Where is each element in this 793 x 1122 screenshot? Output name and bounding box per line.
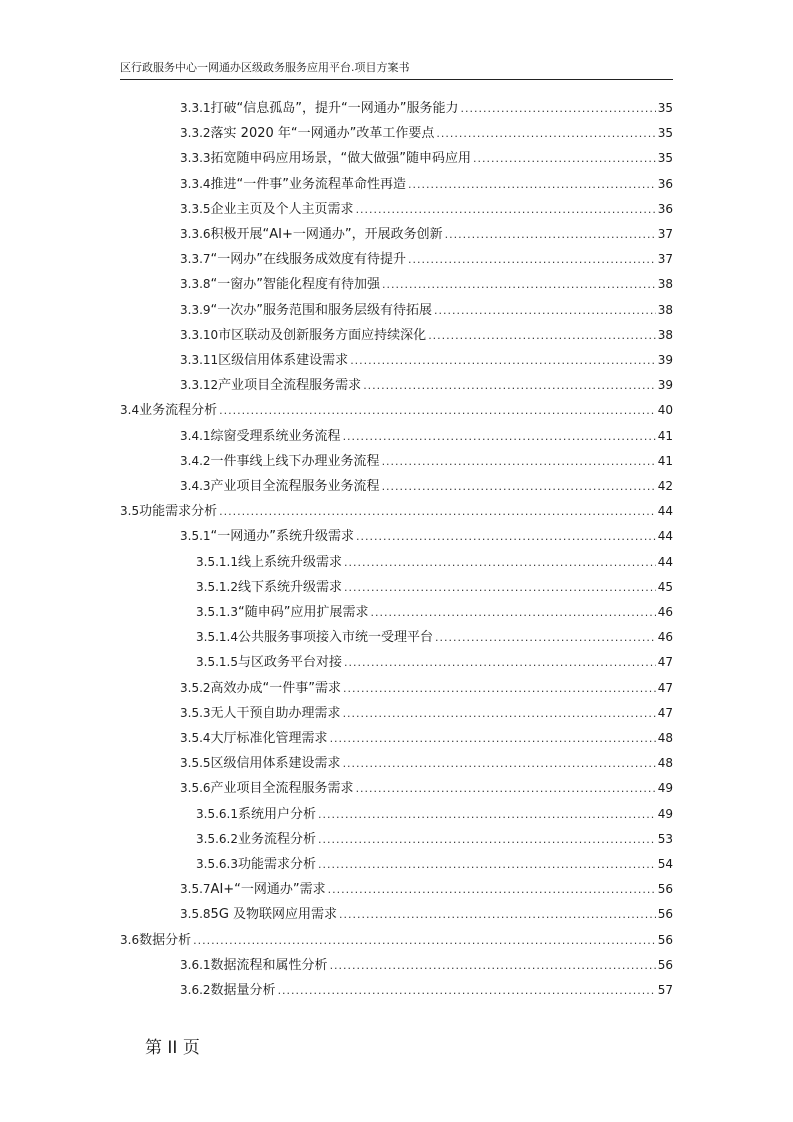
toc-entry-title: 产业项目全流程服务需求 xyxy=(210,781,354,797)
toc-entry[interactable] xyxy=(180,778,673,798)
toc-entry-number: 3.3.9 xyxy=(180,302,211,317)
toc-entry-page: 44 xyxy=(657,529,673,544)
toc-entry-title: 综窗受理系统业务流程 xyxy=(210,428,341,444)
toc-entry[interactable] xyxy=(180,728,673,748)
toc-dot-leader xyxy=(428,326,656,346)
toc-dot-leader xyxy=(382,452,656,472)
toc-dot-leader xyxy=(434,301,656,321)
toc-entry-number: 3.5.1.5 xyxy=(196,655,238,670)
toc-entry-page: 49 xyxy=(657,806,673,821)
toc-entry-page: 39 xyxy=(657,378,673,393)
toc-entry[interactable] xyxy=(180,350,673,370)
toc-dot-leader xyxy=(344,653,656,673)
toc-dot-leader xyxy=(278,981,656,1001)
toc-entry-title: 市区联动及创新服务方面应持续深化 xyxy=(218,327,427,343)
toc-entry-number: 3.6.2 xyxy=(180,983,211,997)
toc-entry-title: 线下系统升级需求 xyxy=(237,579,342,595)
toc-entry-title: AI+“一网通办”需求 xyxy=(210,882,326,898)
toc-entry-page: 39 xyxy=(657,353,673,367)
toc-entry[interactable] xyxy=(196,854,673,874)
toc-dot-leader xyxy=(408,175,656,195)
toc-entry-number: 3.5.1.1 xyxy=(196,554,238,569)
toc-entry-number: 3.3.2 xyxy=(180,126,211,141)
toc-entry-title: 功能需求分析 xyxy=(139,504,218,520)
toc-entry[interactable] xyxy=(196,602,673,622)
toc-entry-title: “一次办”服务范围和服务层级有待拓展 xyxy=(210,302,433,318)
toc-entry[interactable] xyxy=(180,476,673,496)
toc-entry-title: 无人干预自助办理需求 xyxy=(210,705,341,721)
toc-entry-number: 3.3.7 xyxy=(180,252,211,267)
toc-entry[interactable] xyxy=(196,829,673,849)
toc-entry-title: 数据分析 xyxy=(139,932,192,948)
running-header xyxy=(120,59,673,80)
toc-entry-title: 业务流程分析 xyxy=(139,403,218,419)
toc-entry-title: 落实 2020 年“一网通办”改革工作要点 xyxy=(210,126,435,142)
toc-entry-page: 36 xyxy=(657,201,673,216)
toc-entry-title: 一件事线上线下办理业务流程 xyxy=(210,453,380,469)
toc-entry[interactable] xyxy=(180,955,673,975)
toc-entry-number: 3.4 xyxy=(120,403,140,418)
toc-entry-page: 44 xyxy=(657,504,673,519)
toc-entry-title: “一网办”在线服务成效度有待提升 xyxy=(210,252,407,268)
toc-entry-title: “一网通办”系统升级需求 xyxy=(210,529,355,545)
toc-entry-page: 48 xyxy=(657,731,673,745)
toc-entry-title: 与区政务平台对接 xyxy=(237,655,342,671)
toc-entry[interactable] xyxy=(180,753,673,773)
toc-entry-title: 5G 及物联网应用需求 xyxy=(210,907,338,923)
toc-dot-leader xyxy=(344,553,656,573)
toc-entry-number: 3.5.4 xyxy=(180,731,211,745)
toc-entry-number: 3.5.1.3 xyxy=(196,605,238,619)
toc-entry-title: “一窗办”智能化程度有待加强 xyxy=(210,277,381,293)
toc-dot-leader xyxy=(328,880,656,900)
toc-entry-page: 41 xyxy=(657,428,673,443)
toc-entry-page: 35 xyxy=(657,151,673,166)
toc-entry-number: 3.3.6 xyxy=(180,227,211,241)
toc-entry[interactable] xyxy=(180,123,673,143)
toc-entry-title: 区级信用体系建设需求 xyxy=(210,756,341,772)
toc-entry-number: 3.3.3 xyxy=(180,151,211,166)
toc-dot-leader xyxy=(193,931,656,951)
toc-entry-number: 3.5.6 xyxy=(180,781,211,796)
toc-entry[interactable] xyxy=(196,804,673,824)
toc-entry-number: 3.5.1.2 xyxy=(196,579,238,594)
toc-entry-title: 功能需求分析 xyxy=(237,857,316,872)
toc-dot-leader xyxy=(219,502,656,522)
toc-entry-page: 40 xyxy=(657,403,673,418)
toc-entry-page: 44 xyxy=(657,554,673,569)
toc-entry-title: 产业项目全流程服务业务流程 xyxy=(210,479,380,494)
toc-entry-page: 42 xyxy=(657,479,673,493)
header-title: 区行政服务中心一网通办区级政务服务应用平台.项目方案书 xyxy=(120,61,410,74)
toc-entry[interactable] xyxy=(180,224,673,244)
toc-entry-title: 区级信用体系建设需求 xyxy=(218,353,349,368)
toc-entry-page: 36 xyxy=(657,176,673,191)
toc-entry[interactable] xyxy=(196,552,673,572)
toc-entry-title: 积极开展“AI+一网通办”，开展政务创新 xyxy=(210,227,443,242)
toc-entry-number: 3.3.4 xyxy=(180,176,211,191)
toc-entry[interactable] xyxy=(180,526,673,546)
toc-entry-number: 3.3.10 xyxy=(180,327,219,342)
toc-entry-number: 3.5.8 xyxy=(180,907,211,922)
toc-dot-leader xyxy=(330,729,656,749)
toc-entry[interactable] xyxy=(196,652,673,672)
toc-entry[interactable] xyxy=(180,174,673,194)
toc-entry[interactable] xyxy=(180,678,673,698)
toc-entry-title: 系统用户分析 xyxy=(237,806,316,822)
toc-dot-leader xyxy=(356,779,656,799)
toc-dot-leader xyxy=(473,149,656,169)
toc-entry[interactable] xyxy=(180,904,673,924)
toc-dot-leader xyxy=(330,956,656,976)
toc-entry[interactable] xyxy=(196,577,673,597)
toc-entry-title: “随申码”应用扩展需求 xyxy=(237,605,369,620)
toc-entry-page: 38 xyxy=(657,302,673,317)
toc-entry-page: 48 xyxy=(657,756,673,771)
toc-entry-number: 3.5.1.4 xyxy=(196,630,238,645)
toc-entry[interactable] xyxy=(180,300,673,320)
toc-entry-number: 3.3.11 xyxy=(180,353,219,367)
page-number-footer: 第 II 页 xyxy=(145,1038,200,1058)
toc-dot-leader xyxy=(461,99,656,119)
toc-entry-title: 数据量分析 xyxy=(210,983,276,998)
toc-entry-page: 56 xyxy=(657,882,673,897)
toc-entry-title: 高效办成“一件事”需求 xyxy=(210,680,342,696)
toc-dot-leader xyxy=(219,401,656,421)
toc-entry-page: 38 xyxy=(657,277,673,292)
toc-entry[interactable] xyxy=(180,199,673,219)
toc-entry-title: 业务流程分析 xyxy=(237,831,316,847)
toc-entry-title: 产业项目全流程服务需求 xyxy=(218,378,362,394)
toc-entry-page: 45 xyxy=(657,579,673,594)
toc-entry-number: 3.5.6.2 xyxy=(196,831,238,846)
toc-entry[interactable] xyxy=(180,451,673,471)
toc-entry-page: 46 xyxy=(657,630,673,645)
toc-entry-number: 3.3.12 xyxy=(180,378,219,393)
toc-entry-title: 打破“信息孤岛”，提升“一网通办”服务能力 xyxy=(210,101,459,116)
toc-entry-number: 3.5.3 xyxy=(180,705,211,720)
toc-entry-page: 37 xyxy=(657,252,673,267)
toc-dot-leader xyxy=(436,124,655,144)
toc-entry-page: 41 xyxy=(657,453,673,468)
toc-entry-number: 3.5 xyxy=(120,504,140,519)
toc-entry[interactable] xyxy=(180,879,673,899)
toc-entry-number: 3.3.5 xyxy=(180,201,211,216)
toc-entry-title: 数据流程和属性分析 xyxy=(210,957,328,973)
toc-dot-leader xyxy=(382,275,656,295)
toc-entry-title: 线上系统升级需求 xyxy=(237,554,342,570)
toc-entry-page: 35 xyxy=(657,126,673,141)
toc-dot-leader xyxy=(350,351,656,371)
toc-entry-page: 53 xyxy=(657,831,673,846)
toc-dot-leader xyxy=(318,805,656,825)
toc-entry[interactable] xyxy=(180,426,673,446)
toc-entry-number: 3.3.1 xyxy=(180,101,211,115)
toc-entry[interactable] xyxy=(180,249,673,269)
toc-dot-leader xyxy=(382,477,656,497)
toc-entry-page: 54 xyxy=(657,857,673,871)
toc-dot-leader xyxy=(343,679,656,699)
toc-dot-leader xyxy=(363,376,656,396)
toc-dot-leader xyxy=(343,427,656,447)
toc-entry-page: 37 xyxy=(657,227,673,241)
toc-entry[interactable] xyxy=(180,375,673,395)
toc-entry-page: 56 xyxy=(657,932,673,947)
toc-entry-page: 38 xyxy=(657,327,673,342)
toc-entry[interactable] xyxy=(120,400,673,420)
toc-entry[interactable] xyxy=(180,274,673,294)
toc-entry-page: 57 xyxy=(657,983,673,997)
toc-entry-number: 3.5.7 xyxy=(180,882,211,897)
toc-entry[interactable] xyxy=(196,627,673,647)
toc-entry[interactable] xyxy=(120,501,673,521)
toc-dot-leader xyxy=(343,704,656,724)
toc-entry-number: 3.5.6.3 xyxy=(196,857,238,871)
toc-entry-page: 46 xyxy=(657,605,673,619)
toc-dot-leader xyxy=(435,628,656,648)
toc-entry-number: 3.3.8 xyxy=(180,277,211,292)
toc-entry-number: 3.6 xyxy=(120,932,140,947)
toc-entry-number: 3.4.1 xyxy=(180,428,211,443)
toc-entry-page: 47 xyxy=(657,705,673,720)
toc-entry-number: 3.5.1 xyxy=(180,529,211,544)
toc-entry-page: 56 xyxy=(657,957,673,972)
toc-entry[interactable] xyxy=(180,148,673,168)
toc-entry-number: 3.5.2 xyxy=(180,680,211,695)
toc-dot-leader xyxy=(339,905,656,925)
toc-dot-leader xyxy=(445,225,656,245)
toc-entry[interactable] xyxy=(120,930,673,950)
toc-entry-page: 56 xyxy=(657,907,673,922)
toc-entry-page: 49 xyxy=(657,781,673,796)
toc-entry-title: 推进“一件事”业务流程革命性再造 xyxy=(210,176,407,192)
toc-entry-title: 公共服务事项接入市统一受理平台 xyxy=(237,630,433,646)
toc-entry-title: 企业主页及个人主页需求 xyxy=(210,201,354,217)
toc-dot-leader xyxy=(408,250,656,270)
toc-entry[interactable] xyxy=(180,325,673,345)
toc-entry[interactable] xyxy=(180,98,673,118)
toc-entry-number: 3.4.2 xyxy=(180,453,211,468)
toc-entry[interactable] xyxy=(180,703,673,723)
toc-entry-number: 3.5.5 xyxy=(180,756,211,771)
toc-entry-number: 3.6.1 xyxy=(180,957,211,972)
toc-dot-leader xyxy=(370,603,655,623)
toc-dot-leader xyxy=(356,200,656,220)
toc-entry-page: 35 xyxy=(657,101,673,115)
toc-dot-leader xyxy=(318,830,656,850)
toc-entry-page: 47 xyxy=(657,680,673,695)
toc-entry-title: 大厅标准化管理需求 xyxy=(210,731,328,746)
toc-entry-page: 47 xyxy=(657,655,673,670)
toc-dot-leader xyxy=(344,578,656,598)
toc-dot-leader xyxy=(356,527,656,547)
toc-entry-title: 拓宽随申码应用场景，“做大做强”随申码应用 xyxy=(210,151,472,167)
toc-entry-number: 3.4.3 xyxy=(180,479,211,493)
toc-dot-leader xyxy=(318,855,656,875)
toc-dot-leader xyxy=(343,754,656,774)
toc-entry-number: 3.5.6.1 xyxy=(196,806,238,821)
toc-entry[interactable] xyxy=(180,980,673,1000)
